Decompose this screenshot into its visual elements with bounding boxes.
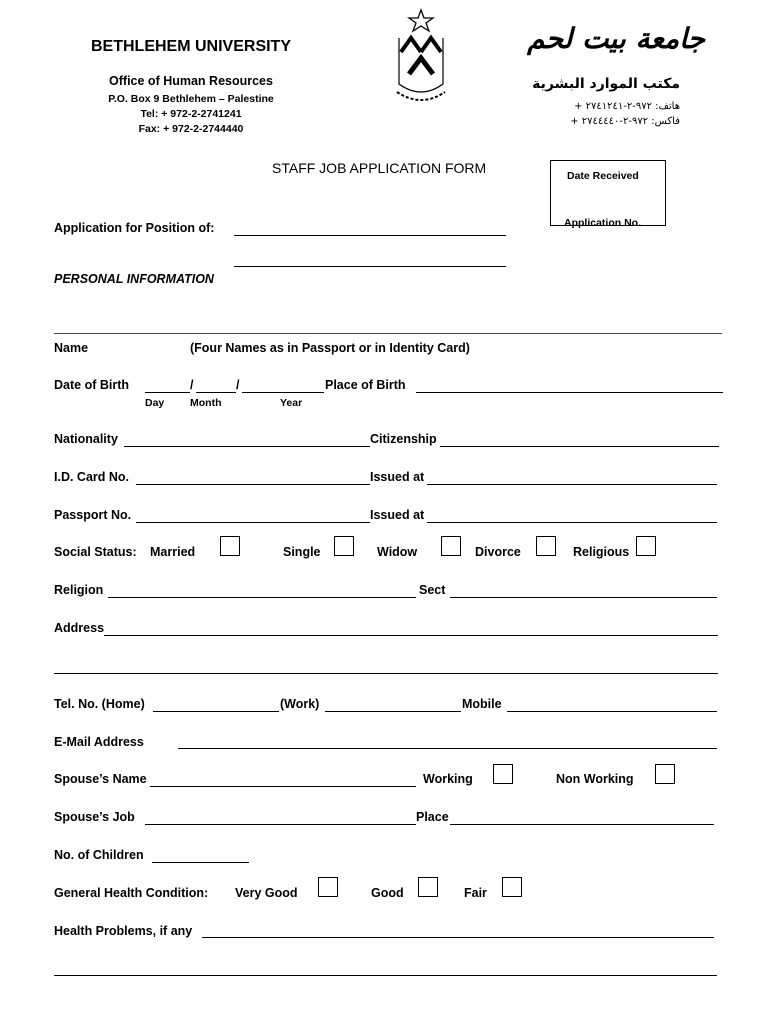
arabic-office-name: مكتب الموارد البشرية bbox=[532, 76, 680, 92]
name-label: Name bbox=[54, 341, 89, 355]
divorce-label: Divorce bbox=[475, 545, 521, 559]
non-working-label: Non Working bbox=[556, 772, 634, 786]
tel-home-field[interactable] bbox=[153, 711, 279, 712]
pob-label: Place of Birth bbox=[325, 378, 406, 392]
application-no-label: Application No. bbox=[564, 217, 641, 229]
university-logo-icon bbox=[393, 8, 449, 110]
nationality-label: Nationality bbox=[54, 432, 118, 446]
office-name: Office of Human Resources bbox=[109, 74, 273, 88]
good-checkbox[interactable] bbox=[418, 877, 438, 897]
sect-field[interactable] bbox=[450, 597, 717, 598]
personal-info-heading: PERSONAL INFORMATION bbox=[54, 272, 214, 286]
dob-year-hint: Year bbox=[280, 397, 303, 409]
id-issued-at-field[interactable] bbox=[427, 484, 717, 485]
dob-month-hint: Month bbox=[190, 397, 222, 409]
header-fax: Fax: + 972-2-2744440 bbox=[138, 123, 244, 135]
dob-day-hint: Day bbox=[145, 397, 165, 409]
email-field[interactable] bbox=[178, 748, 717, 749]
dob-slash-2: / bbox=[236, 378, 240, 392]
religious-label: Religious bbox=[573, 545, 630, 559]
children-field[interactable] bbox=[152, 862, 249, 863]
passport-field[interactable] bbox=[136, 522, 370, 523]
working-checkbox[interactable] bbox=[493, 764, 513, 784]
position-field[interactable] bbox=[234, 235, 506, 236]
working-label: Working bbox=[423, 772, 473, 786]
issued-at-label-2: Issued at bbox=[370, 508, 425, 522]
passport-issued-at-field[interactable] bbox=[427, 522, 717, 523]
mobile-field[interactable] bbox=[507, 711, 717, 712]
place-label: Place bbox=[416, 810, 449, 824]
address-field-2[interactable] bbox=[54, 673, 718, 674]
non-working-checkbox[interactable] bbox=[655, 764, 675, 784]
arabic-university-name: جامعة بيت لحم bbox=[527, 22, 705, 55]
form-title: STAFF JOB APPLICATION FORM bbox=[272, 160, 487, 176]
fair-checkbox[interactable] bbox=[502, 877, 522, 897]
spouse-job-field[interactable] bbox=[145, 824, 416, 825]
citizenship-label: Citizenship bbox=[370, 432, 437, 446]
issued-at-label-1: Issued at bbox=[370, 470, 425, 484]
dob-year-field[interactable] bbox=[242, 392, 324, 393]
po-box: P.O. Box 9 Bethlehem – Palestine bbox=[108, 93, 274, 105]
health-problems-field-2[interactable] bbox=[54, 975, 717, 976]
religion-label: Religion bbox=[54, 583, 104, 597]
name-hint: (Four Names as in Passport or in Identity Card) bbox=[190, 341, 470, 355]
widow-checkbox[interactable] bbox=[441, 536, 461, 556]
nationality-field[interactable] bbox=[124, 446, 370, 447]
passport-label: Passport No. bbox=[54, 508, 132, 522]
very-good-checkbox[interactable] bbox=[318, 877, 338, 897]
spouse-name-field[interactable] bbox=[150, 786, 416, 787]
dob-day-field[interactable] bbox=[145, 392, 190, 393]
university-name: BETHLEHEM UNIVERSITY bbox=[90, 38, 291, 55]
dob-slash-1: / bbox=[190, 378, 194, 392]
id-card-label: I.D. Card No. bbox=[54, 470, 130, 484]
religious-checkbox[interactable] bbox=[636, 536, 656, 556]
children-label: No. of Children bbox=[54, 848, 144, 862]
address-label: Address bbox=[54, 621, 105, 635]
pob-field[interactable] bbox=[416, 392, 723, 393]
tel-home-label: Tel. No. (Home) bbox=[54, 697, 145, 711]
married-label: Married bbox=[150, 545, 196, 559]
arabic-tel: هاتف: ٩٧٢-٢-٢٧٤١٢٤١ + bbox=[574, 101, 680, 112]
health-problems-field[interactable] bbox=[202, 937, 714, 938]
office-use-box bbox=[550, 160, 666, 229]
section-divider bbox=[54, 333, 722, 334]
position-label: Application for Position of: bbox=[54, 221, 215, 235]
widow-label: Widow bbox=[377, 545, 418, 559]
tel-work-field[interactable] bbox=[325, 711, 461, 712]
sect-label: Sect bbox=[419, 583, 446, 597]
id-card-field[interactable] bbox=[136, 484, 370, 485]
date-received-label: Date Received bbox=[567, 170, 639, 182]
single-checkbox[interactable] bbox=[334, 536, 354, 556]
dob-month-field[interactable] bbox=[196, 392, 236, 393]
position-field-2[interactable] bbox=[234, 266, 506, 267]
spouse-job-label: Spouse’s Job bbox=[54, 810, 135, 824]
married-checkbox[interactable] bbox=[220, 536, 240, 556]
arabic-fax: فاكس: ٩٧٢-٢-٢٧٤٤٤٤٠ + bbox=[570, 116, 680, 127]
fair-label: Fair bbox=[464, 886, 487, 900]
address-field[interactable] bbox=[104, 635, 718, 636]
religion-field[interactable] bbox=[108, 597, 416, 598]
good-label: Good bbox=[371, 886, 404, 900]
social-status-label: Social Status: bbox=[54, 545, 137, 559]
header-tel: Tel: + 972-2-2741241 bbox=[140, 108, 242, 120]
citizenship-field[interactable] bbox=[440, 446, 719, 447]
single-label: Single bbox=[283, 545, 321, 559]
very-good-label: Very Good bbox=[235, 886, 298, 900]
divorce-checkbox[interactable] bbox=[536, 536, 556, 556]
dob-label: Date of Birth bbox=[54, 378, 129, 392]
spouse-name-label: Spouse’s Name bbox=[54, 772, 147, 786]
health-problems-label: Health Problems, if any bbox=[54, 924, 193, 938]
email-label: E-Mail Address bbox=[54, 735, 144, 749]
health-label: General Health Condition: bbox=[54, 886, 209, 900]
tel-work-label: (Work) bbox=[280, 697, 320, 711]
spouse-place-field[interactable] bbox=[450, 824, 714, 825]
mobile-label: Mobile bbox=[462, 697, 502, 711]
